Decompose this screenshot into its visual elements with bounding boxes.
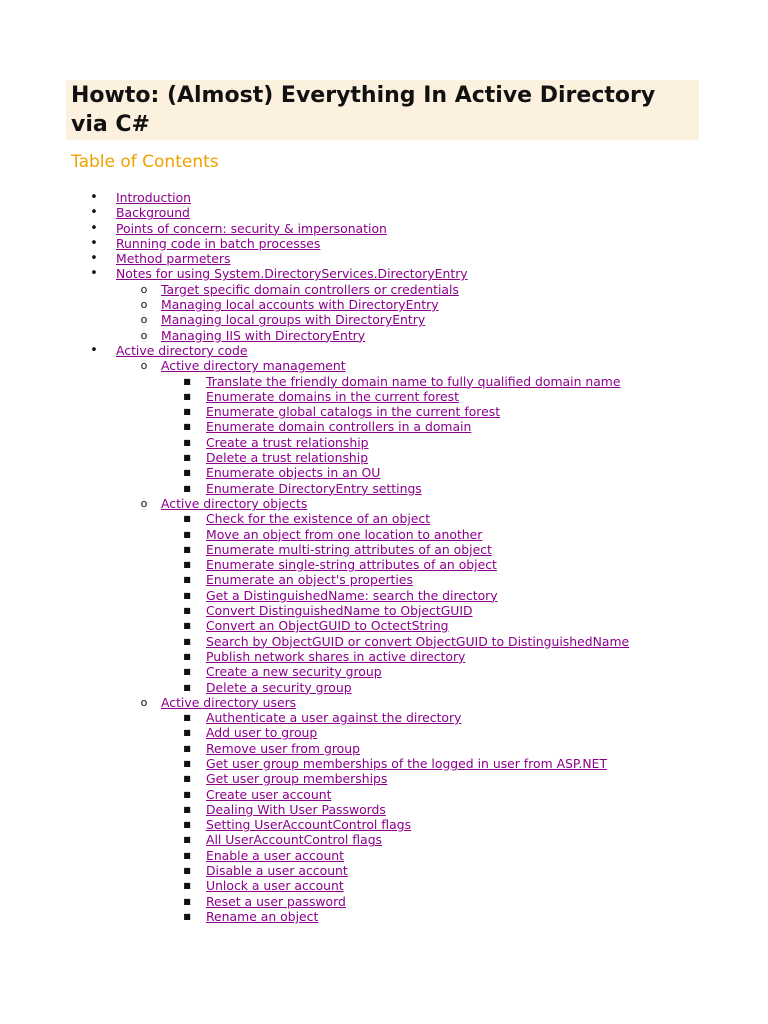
toc-link[interactable]: Enumerate domains in the current forest [206,388,459,404]
bullet-square-icon: ■ [183,789,191,799]
toc-link[interactable]: Active directory objects [161,495,308,511]
bullet-square-icon: ■ [183,391,191,401]
toc-item [0,634,768,649]
toc-item [0,266,768,281]
toc-item [0,374,768,389]
bullet-square-icon: ■ [183,575,191,585]
toc-link[interactable]: Target specific domain controllers or credentials [161,281,459,297]
bullet-square-icon: ■ [183,636,191,646]
toc-item [0,572,768,587]
toc-item [0,695,768,710]
toc-item [0,848,768,863]
bullet-square-icon: ■ [183,606,191,616]
toc-link[interactable]: Check for the existence of an object [206,511,431,527]
table-of-contents [0,190,768,924]
toc-heading: Table of Contents [71,152,219,172]
toc-link[interactable]: Active directory management [161,358,346,374]
toc-link[interactable]: Running code in batch processes [116,235,321,251]
toc-item [0,190,768,205]
toc-item [0,389,768,404]
toc-link[interactable]: Unlock a user account [206,878,344,894]
toc-link[interactable]: All UserAccountControl flags [206,832,383,848]
bullet-square-icon: ■ [183,376,191,386]
toc-link[interactable]: Publish network shares in active directory [206,648,466,664]
toc-item [0,236,768,251]
toc-item [0,251,768,266]
bullet-circle-icon: o [140,298,148,312]
toc-item [0,282,768,297]
toc-link[interactable]: Convert DistinguishedName to ObjectGUID [206,603,473,619]
toc-item [0,358,768,373]
toc-item [0,312,768,327]
toc-link[interactable]: Points of concern: security & impersonation [116,220,387,236]
bullet-square-icon: ■ [183,804,191,814]
toc-link[interactable]: Introduction [116,190,192,205]
bullet-square-icon: ■ [183,529,191,539]
toc-link[interactable]: Setting UserAccountControl flags [206,817,412,833]
toc-item [0,802,768,817]
toc-link[interactable]: Method parmeters [116,251,231,267]
bullet-square-icon: ■ [183,407,191,417]
bullet-square-icon: ■ [183,774,191,784]
toc-item [0,680,768,695]
toc-link[interactable]: Get user group memberships [206,771,388,787]
toc-link[interactable]: Managing IIS with DirectoryEntry [161,327,366,343]
bullet-square-icon: ■ [183,422,191,432]
toc-link[interactable]: Enumerate global catalogs in the current forest [206,404,501,420]
toc-item [0,450,768,465]
toc-link[interactable]: Authenticate a user against the directory [206,710,462,726]
toc-link[interactable]: Get user group memberships of the logged in user from ASP.NET [206,755,608,771]
bullet-circle-icon: o [140,313,148,327]
bullet-square-icon: ■ [183,820,191,830]
bullet-square-icon: ■ [183,835,191,845]
toc-link[interactable]: Remove user from group [206,740,360,756]
toc-item [0,588,768,603]
toc-link[interactable]: Enumerate an object's properties [206,572,413,588]
toc-item [0,419,768,434]
toc-link[interactable]: Background [116,205,190,221]
toc-link[interactable]: Create a trust relationship [206,434,369,450]
bullet-disc-icon: • [90,266,98,282]
toc-link[interactable]: Delete a trust relationship [206,450,369,466]
toc-item [0,832,768,847]
toc-link[interactable]: Reset a user password [206,893,346,909]
bullet-disc-icon: • [90,251,98,267]
toc-link[interactable]: Create user account [206,786,332,802]
toc-item [0,221,768,236]
toc-item [0,542,768,557]
toc-item [0,725,768,740]
toc-link[interactable]: Enable a user account [206,847,345,863]
toc-item [0,878,768,893]
bullet-square-icon: ■ [183,483,191,493]
bullet-square-icon: ■ [183,713,191,723]
toc-link[interactable]: Add user to group [206,725,318,741]
toc-link[interactable]: Rename an object [206,908,319,924]
bullet-disc-icon: • [90,220,98,236]
bullet-disc-icon: • [90,235,98,251]
toc-item [0,496,768,511]
toc-item [0,756,768,771]
toc-item [0,557,768,572]
bullet-circle-icon: o [140,695,148,709]
bullet-square-icon: ■ [183,453,191,463]
toc-link[interactable]: Managing local accounts with DirectoryEntry [161,297,439,313]
toc-link[interactable]: Enumerate domain controllers in a domain [206,419,472,435]
bullet-square-icon: ■ [183,758,191,768]
bullet-square-icon: ■ [183,743,191,753]
bullet-square-icon: ■ [183,881,191,891]
toc-link[interactable]: Disable a user account [206,863,348,879]
bullet-square-icon: ■ [183,651,191,661]
toc-link[interactable]: Create a new security group [206,664,382,680]
toc-item [0,527,768,542]
bullet-disc-icon: • [90,342,98,358]
toc-item [0,297,768,312]
toc-link[interactable]: Enumerate DirectoryEntry settings [206,480,422,496]
toc-link[interactable]: Get a DistinguishedName: search the directory [206,587,498,603]
bullet-square-icon: ■ [183,560,191,570]
toc-link[interactable]: Convert an ObjectGUID to OctectString [206,618,449,634]
bullet-disc-icon: • [90,190,98,205]
toc-item [0,817,768,832]
toc-item [0,205,768,220]
toc-item [0,771,768,786]
bullet-square-icon: ■ [183,850,191,860]
toc-link[interactable]: Managing local groups with DirectoryEntry [161,312,426,328]
toc-item [0,741,768,756]
bullet-square-icon: ■ [183,621,191,631]
toc-item [0,863,768,878]
toc-item [0,649,768,664]
toc-item [0,618,768,633]
bullet-square-icon: ■ [183,728,191,738]
toc-link[interactable]: Move an object from one location to another [206,526,483,542]
toc-link[interactable]: Enumerate objects in an OU [206,465,381,481]
toc-item [0,481,768,496]
bullet-square-icon: ■ [183,544,191,554]
toc-link[interactable]: Active directory users [161,694,297,710]
toc-item [0,909,768,924]
bullet-square-icon: ■ [183,437,191,447]
toc-item [0,603,768,618]
toc-item [0,664,768,679]
bullet-square-icon: ■ [183,514,191,524]
bullet-circle-icon: o [140,496,148,510]
toc-item [0,328,768,343]
page-title: Howto: (Almost) Everything In Active Directory via C# [71,83,656,137]
bullet-square-icon: ■ [183,866,191,876]
toc-item [0,435,768,450]
bullet-square-icon: ■ [183,896,191,906]
bullet-square-icon: ■ [183,682,191,692]
bullet-square-icon: ■ [183,590,191,600]
toc-item [0,404,768,419]
toc-item [0,511,768,526]
bullet-circle-icon: o [140,282,148,296]
toc-link[interactable]: Active directory code [116,342,248,358]
toc-item [0,710,768,725]
toc-link[interactable]: Search by ObjectGUID or convert ObjectGUID to DistinguishedName [206,633,630,649]
toc-item [0,343,768,358]
toc-link[interactable]: Translate the friendly domain name to fully qualified domain name [206,373,621,389]
bullet-square-icon: ■ [183,911,191,921]
toc-link[interactable]: Delete a security group [206,679,352,695]
bullet-circle-icon: o [140,328,148,342]
bullet-square-icon: ■ [183,667,191,677]
bullet-disc-icon: • [90,205,98,221]
bullet-circle-icon: o [140,359,148,373]
toc-link[interactable]: Enumerate single-string attributes of an object [206,557,497,573]
toc-item [0,465,768,480]
toc-link[interactable]: Enumerate multi-string attributes of an object [206,541,492,557]
bullet-square-icon: ■ [183,468,191,478]
toc-item [0,787,768,802]
toc-link[interactable]: Notes for using System.DirectoryServices.DirectoryEntry [116,266,468,282]
toc-link[interactable]: Dealing With User Passwords [206,801,386,817]
toc-item [0,894,768,909]
